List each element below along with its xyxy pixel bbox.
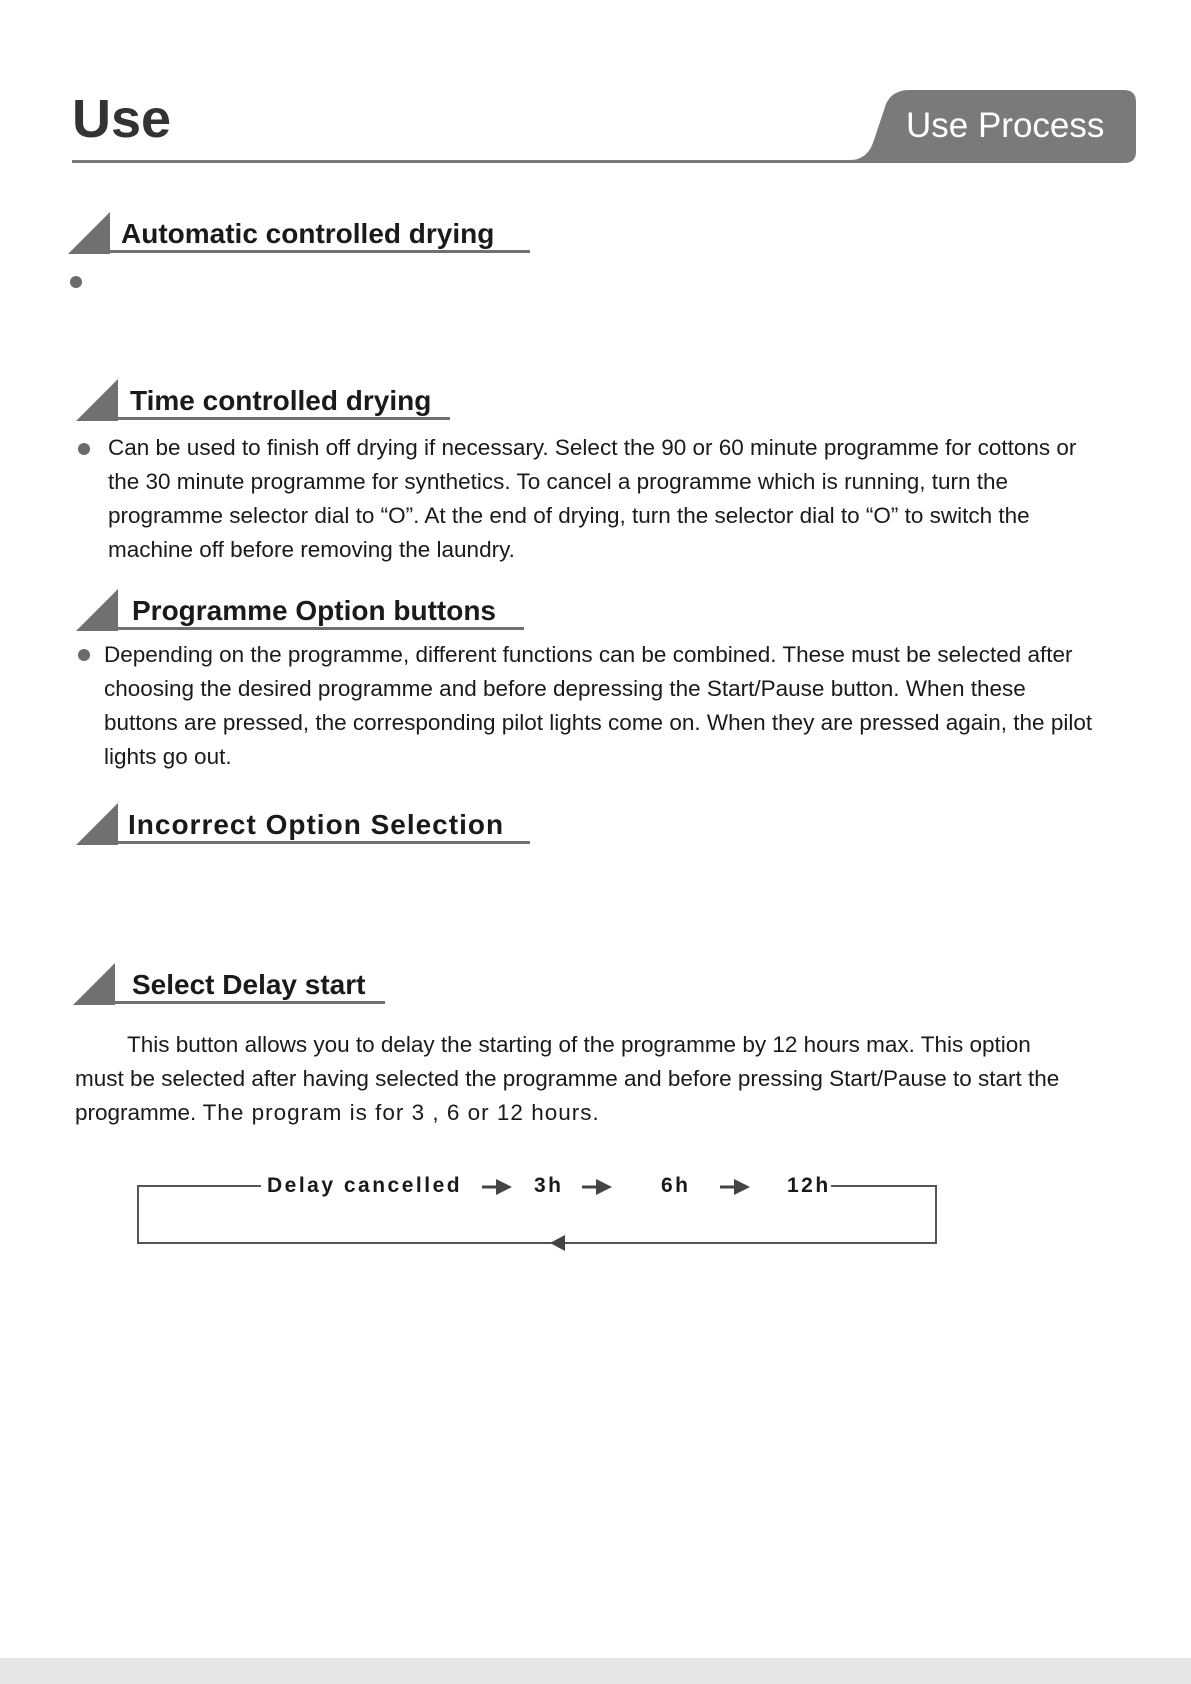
- return-arrow-icon: [550, 1235, 565, 1251]
- flow-arrow-icon: [582, 1179, 612, 1195]
- section-body-text: Depending on the programme, different functions can be combined. These must be selected after choosing the desired programme and before depressing the Start/Pause button. When these buttons are pressed, the corresponding pilot lights come on. When they are pressed again, the pilot lights go out.: [104, 642, 1093, 769]
- flow-step-3h: 3h: [534, 1174, 564, 1197]
- flow-step-12h: 12h: [787, 1174, 831, 1197]
- section-title: Select Delay start: [132, 969, 366, 1000]
- section-title: Automatic controlled drying: [121, 218, 495, 249]
- delay-description-main: This button allows you to delay the starting of the programme by 12 hours max. This option must be selected after having selected the programme and before pressing Start/Pause to start the programme.: [75, 1032, 1060, 1125]
- section-title: Incorrect Option Selection: [128, 809, 505, 840]
- flow-step-6h: 6h: [661, 1174, 691, 1197]
- header-tab-label: Use Process: [906, 106, 1105, 145]
- section-title: Programme Option buttons: [132, 595, 496, 626]
- page-bottom-band: [0, 1658, 1191, 1684]
- section-title: Time controlled drying: [130, 385, 432, 416]
- delay-description-tail: The program is for 3 , 6 or 12 hours.: [202, 1100, 600, 1125]
- flow-step-delay-cancelled: Delay cancelled: [267, 1174, 463, 1197]
- flow-arrow-icon: [720, 1179, 750, 1195]
- section-body-text: Can be used to finish off drying if necessary. Select the 90 or 60 minute programme for cottons or the 30 minute programme for synthetics. To cancel a programme which is running, turn the programme selector dial to “O”. At the end of drying, turn the selector dial to “O” to switch the machine off before removing the laundry.: [108, 435, 1077, 562]
- flow-arrow-icon: [482, 1179, 512, 1195]
- page-title: Use: [72, 89, 172, 149]
